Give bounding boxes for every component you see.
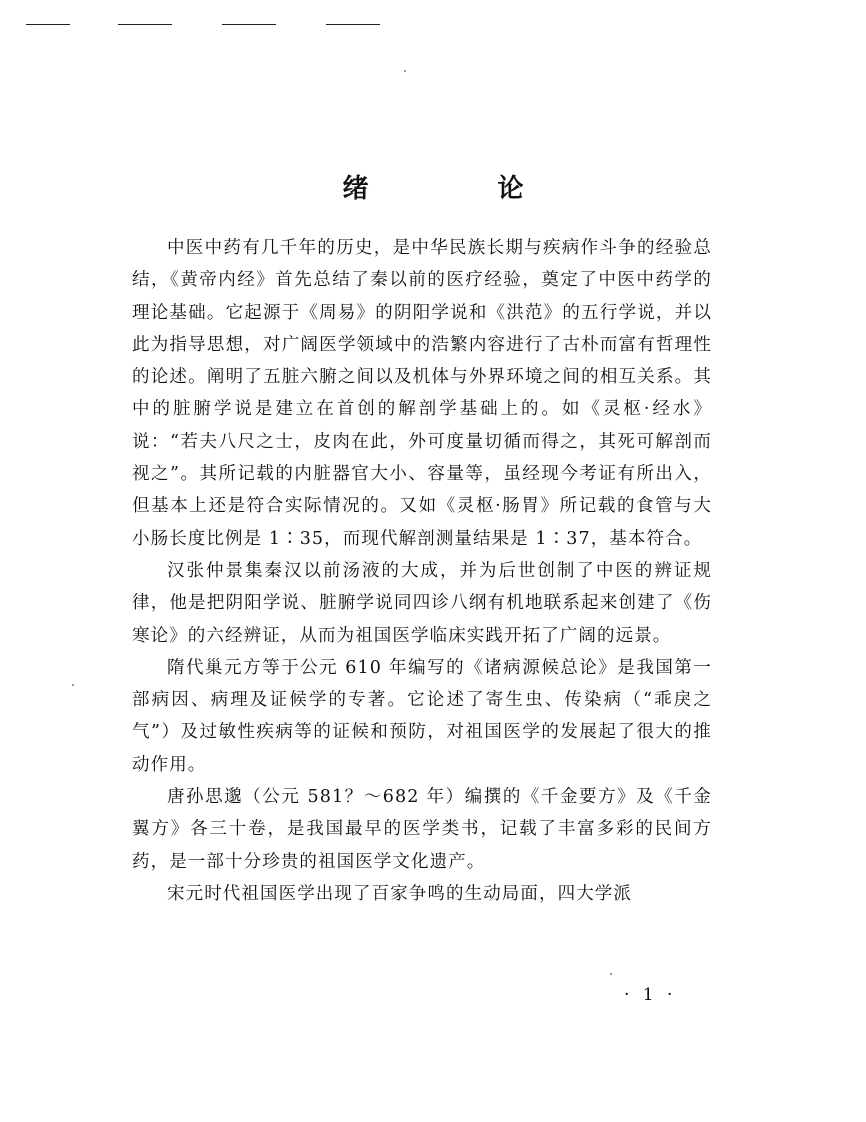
chapter-title: 绪 论 xyxy=(342,174,584,204)
paragraph: 中医中药有几千年的历史，是中华民族长期与疾病作斗争的经验总结，《黄帝内经》首先总结了秦以前的医疗经验，奠定了中医中药学的理论基础。它起源于《周易》的阴阳学说和《洪范》的五行学说，并以此为指导思想，对广阔医学领域中的浩繁内容进行了古朴而富有哲理性的论述。阐明了五脏六腑之间以及机体与外界环境之间的相互关系。其中的脏腑学说是建立在首创的解剖学基础上的。如《灵枢·经水》说：“若夫八尺之士，皮肉在此，外可度量切循而得之，其死可解剖而视之”。其所记载的内脏器官大小、容量等，虽经现今考证有所出入，但基本上还是符合实际情况的。又如《灵枢·肠胃》所记载的食管与大小肠长度比例是 1∶35，而现代解剖测量结果是 1∶37，基本符合。 xyxy=(132,238,712,549)
scan-speck xyxy=(72,684,74,686)
paragraph: 汉张仲景集秦汉以前汤液的大成，并为后世创制了中医的辨证规律，他是把阴阳学说、脏腑学说同四诊八纲有机地联系起来创建了《伤寒论》的六经辨证，从而为祖国医学临床实践开拓了广阔的远景。 xyxy=(132,560,712,646)
header-rule-3 xyxy=(222,24,276,25)
scan-speck xyxy=(610,973,612,975)
body-text xyxy=(132,232,712,910)
header-rule-2 xyxy=(118,24,172,25)
header-rule-1 xyxy=(26,24,70,25)
page-number: · 1 · xyxy=(624,985,677,1005)
scan-speck xyxy=(404,70,406,72)
paragraph: 唐孙思邈（公元 581？～682 年）编撰的《千金要方》及《千金翼方》各三十卷，是我国最早的医学类书，记载了丰富多彩的民间方药，是一部十分珍贵的祖国医学文化遗产。 xyxy=(132,787,712,872)
header-rule-4 xyxy=(326,24,380,25)
paragraph: 宋元时代祖国医学出现了百家争鸣的生动局面，四大学派 xyxy=(167,883,632,904)
paragraph: 隋代巢元方等于公元 610 年编写的《诸病源候总论》是我国第一部病因、病理及证候学的专著。它论述了寄生虫、传染病（“乖戾之气”）及过敏性疾病等的证候和预防，对祖国医学的发展起了很大的推动作用。 xyxy=(132,657,712,775)
